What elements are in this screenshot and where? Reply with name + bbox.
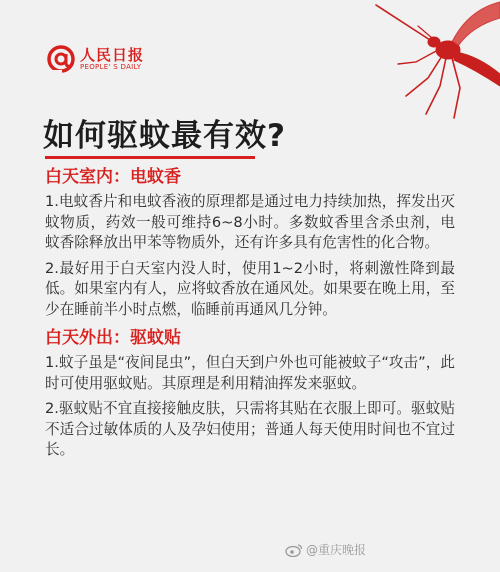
paragraph-outdoor-1: 1.蚊子虽是“夜间昆虫”，但白天到户外也可能被蚊子“攻击”，此时可使用驱蚊贴。其原理是利用精油挥发来驱蚊。 xyxy=(45,354,455,392)
people-daily-logo-icon xyxy=(46,44,76,74)
weibo-icon xyxy=(285,543,303,557)
watermark-text: @重庆晚报 xyxy=(306,543,367,557)
title-underline xyxy=(45,156,255,159)
section-heading-outdoor: 白天外出：驱蚊贴 xyxy=(45,328,181,348)
section-heading-indoor: 白天室内：电蚊香 xyxy=(45,167,181,187)
paragraph-indoor-1: 1.电蚊香片和电蚊香液的原理都是通过电力持续加热，挥发出灭蚊物质，药效一般可维持6~8小时。多数蚊香里含杀虫剂，电蚊香除释放出甲苯等物质外，还有许多具有危害性的化合物。 xyxy=(45,193,455,251)
people-daily-logo xyxy=(46,44,144,74)
logo-name-en: PEOPLE' S DAILY xyxy=(80,62,142,71)
logo-name-cn: 人民日报 xyxy=(80,45,145,64)
watermark xyxy=(285,541,366,558)
page-title: 如何驱蚊最有效? xyxy=(43,118,286,154)
paragraph-outdoor-2: 2.驱蚊贴不宜直接接触皮肤，只需将其贴在衣服上即可。驱蚊贴不适合过敏体质的人及孕妇使用；普通人每天使用时间也不宜过长。 xyxy=(45,400,455,458)
article-body xyxy=(45,164,455,466)
paragraph-indoor-2: 2.最好用于白天室内没人时，使用1~2小时，将刺激性降到最低。如果室内有人，应将蚊香放在通风处。如果要在晚上用，至少在睡前半小时点燃，临睡前再通风几分钟。 xyxy=(45,259,455,318)
mosquito-illustration xyxy=(368,0,500,120)
